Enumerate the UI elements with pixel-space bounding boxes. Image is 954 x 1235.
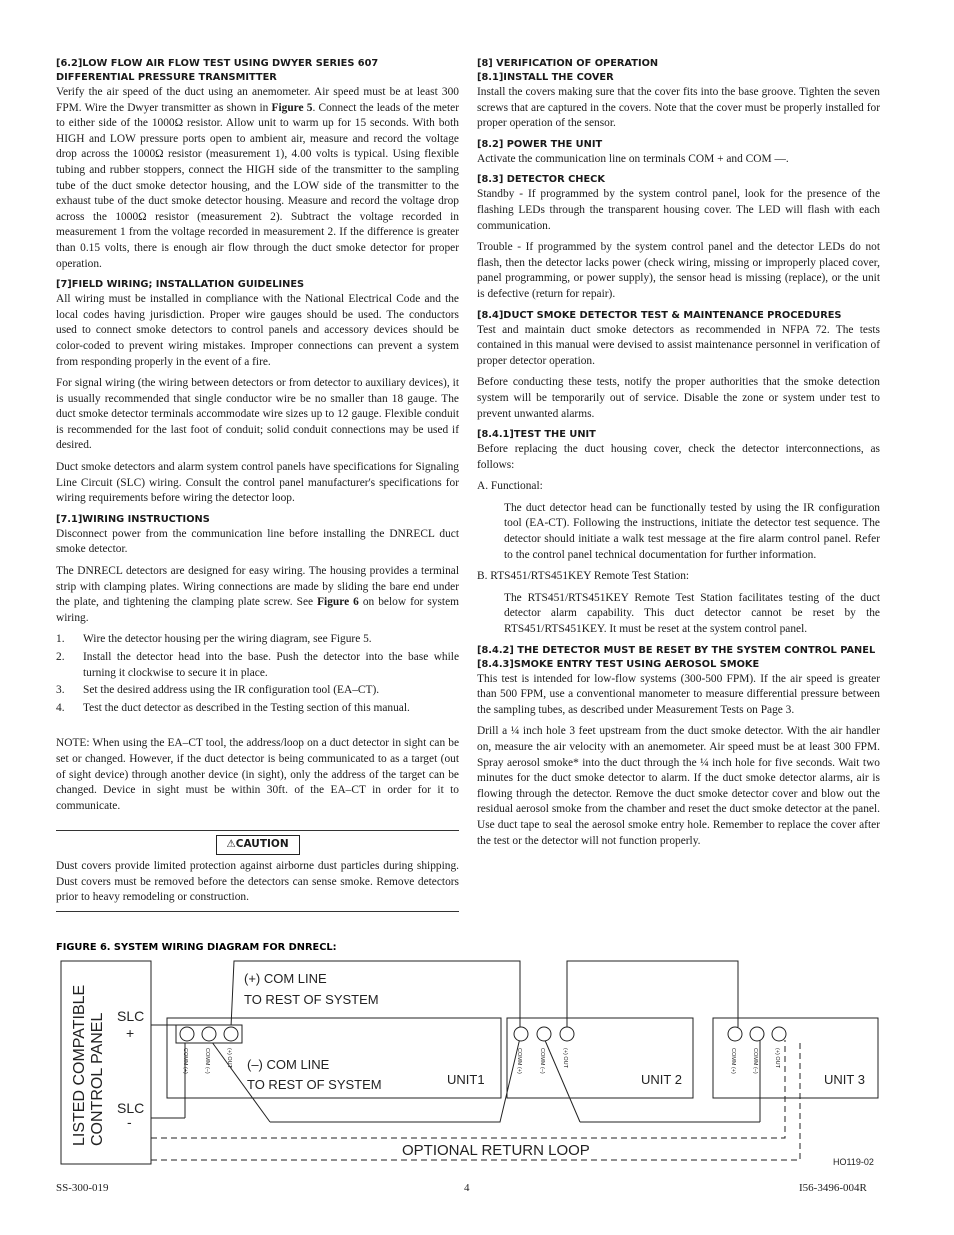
section-7-heading: [7]FIELD WIRING; INSTALLATION GUIDELINES [56,279,305,291]
section-8-4-paragraph-2: Before conducting these tests, notify the proper authorities that the smoke detection system will be temporarily out of service. Disable the zone or system under test to prevent unwanted alarms. [477,376,880,420]
panel-label-line-2: CONTROL PANEL [89,1012,106,1146]
terminal-label: COMM (+) [182,1048,188,1074]
list-item: 4. Test the duct detector as described in the Testing section of this manual. [56,701,410,714]
section-8-4-paragraph-1: Test and maintain duct smoke detectors as recommended in NFPA 72. The tests contained in this manual were devised to assist maintenance personnel in verification of proper detector operation. [477,323,880,367]
section-8-1-heading: [8.1]INSTALL THE COVER [477,72,614,83]
return-loop-label: OPTIONAL RETURN LOOP [402,1142,590,1159]
warning-triangle-icon: ⚠ [226,838,236,851]
terminal-out-3 [772,1027,786,1041]
functional-label: A. Functional: [477,480,543,493]
section-7-1-paragraph-1: Disconnect power from the communication line before installing the DNRECL duct smoke detector. [56,527,459,556]
terminal-label: COMM (–) [539,1048,545,1074]
terminal-comm-plus-3 [728,1027,742,1041]
section-8-4-1-heading: [8.4.1]TEST THE UNIT [477,429,596,441]
slc-minus-label: SLC [117,1100,145,1116]
list-item: 3. Set the desired address using the IR configuration tool (EA–CT). [56,684,380,697]
figure-6-title: FIGURE 6. SYSTEM WIRING DIAGRAM FOR DNRECL: [56,942,337,953]
terminal-label: (+) OUT [226,1048,232,1069]
section-6-2-heading: [6.2]LOW FLOW AIR FLOW TEST USING DWYER SERIES 607 DIFFERENTIAL PRESSURE TRANSMITTER [56,58,379,83]
section-8-4-2-heading: [8.4.2] THE DETECTOR MUST BE RESET BY THE SYSTEM CONTROL PANEL [477,644,876,656]
panel-label-line-1: LISTED COMPATIBLE [71,984,88,1146]
ea-ct-note: NOTE: When using the EA–CT tool, the address/loop on a duct detector in sight can be set or changed. However, if the duct detector is being communicated to as a target (out of sight device) through another device (in sight), only the address of the target can be changed. Device in sight must be within 30ft. of the EA–CT in order for it to communicate. [56,737,459,812]
com-plus-label-2: TO REST OF SYSTEM [244,992,379,1007]
section-8-1-text: Install the covers making sure that the cover fits into the base groove. Tighten the seven screws that are captured in the covers. Note that the cover must be properly installed for proper operation of the sensor. [477,86,880,130]
section-6-2-text: Verify the air speed of the duct using an anemometer. Air speed must be at least 300 FPM. Wire the Dwyer transmitter as shown in Figure 5. Connect the leads of the meter to either side of the 1000Ω resistor. Allow unit to warm up for 15 seconds. With both HIGH and LOW pressure ports open to ambient air, measure and record the voltage drop across the 1000Ω resistor (measurement 1), 4.00 volts is typical. Using flexible tubing and rubber stoppers, connect the HIGH side of the transmitter to the sampling tube of the duct smoke detector housing, and the LOW side of the transmitter to the exhaust tube of the duct smoke detector housing. Measure and record the voltage drop across the 1000Ω resistor (measurement 2). Subtract the voltage recorded in measurement 1 from the voltage recorded in measurement 2. If the difference is greater than 0.15 volts, there is enough air flow through the duct smoke detector for proper operation. [56,86,459,270]
caution-text: Dust covers provide limited protection against airborne dust particles during shipping. Dust covers must be removed before the detectors can sense smoke. Remove detectors prior to heavy remodeling or construction. [56,859,459,904]
unit2-label: UNIT 2 [641,1072,682,1087]
figure-code: HO119-02 [833,1157,874,1167]
com-minus-label-1: (–) COM LINE [247,1057,330,1072]
terminal-out-1 [224,1027,238,1041]
unit3-label: UNIT 3 [824,1072,865,1087]
section-8-3-heading: [8.3] DETECTOR CHECK [477,174,605,186]
section-8-3-standby: Standby - If programmed by the system control panel, look for the presence of the flashing LEDs through the transparent housing cover. The LED will flash with each communication. [477,188,880,232]
terminal-label: COMM (–) [204,1048,210,1074]
caution-badge: ⚠CAUTION [216,835,300,855]
list-item: 2. Install the detector head into the base. Push the detector into the base while turning it clockwise to secure it in place. [56,651,459,679]
terminal-label: COMM (+) [730,1048,736,1074]
terminal-label: (+) OUT [562,1048,568,1069]
section-8-2-heading: [8.2] POWER THE UNIT [477,138,603,150]
section-7-1-paragraph-2: The DNRECL detectors are designed for easy wiring. The housing provides a terminal strip with clamping plates. Wiring connections are made by sliding the bare end under the plate, and tightening the clamping plate screw. See Figure 6 on below for system wiring. [56,565,459,624]
terminal-comm-plus-2 [514,1027,528,1041]
terminal-comm-minus-3 [750,1027,764,1041]
terminal-label: COMM (–) [752,1048,758,1074]
terminal-comm-minus-2 [537,1027,551,1041]
terminal-comm-minus-1 [202,1027,216,1041]
remote-test-text: The RTS451/RTS451KEY Remote Test Station facilitates testing of the duct detector alarm capability. This duct detector cannot be reset by the RTS451/RTS451KEY. It must be reset at the system control panel. [504,591,880,636]
terminal-out-2 [560,1027,574,1041]
footer-page-number: 4 [464,1182,470,1194]
com-plus-label-1: (+) COM LINE [244,971,327,986]
slc-plus-sign: + [126,1025,135,1041]
section-8-heading: [8] VERIFICATION OF OPERATION [477,58,659,69]
footer-doc-number: SS-300-019 [56,1182,109,1194]
section-8-4-1-text: Before replacing the duct housing cover, check the detector interconnections, as follows: [477,443,880,471]
list-item: 1. Wire the detector housing per the wiring diagram, see Figure 5. [56,633,372,646]
footer-part-number: I56-3496-004R [799,1182,867,1194]
unit1-label: UNIT1 [447,1072,485,1087]
section-8-4-3-heading: [8.4.3]SMOKE ENTRY TEST USING AEROSOL SMOKE [477,658,760,670]
section-7-paragraph-2: For signal wiring (the wiring between detectors or from detector to auxiliary devices), it is usually recommended that single conductor wire be no smaller than 18 gauge. The duct smoke detector terminals accommodate wire sizes up to 12 gauge. Flexible conduit is recommended for the last foot of conduit; solid conduit connections may be used if desired. [56,377,459,452]
functional-text: The duct detector head can be functionally tested by using the IR configuration tool (EA-CT). Following the instructions, initiate the detector test sequence. The detector should initiate a walk test message at the fire alarm control panel. Refer to the control panel technical documentation for further information. [504,501,880,561]
com-minus-line [185,1034,186,1118]
unit2-unit3-link [567,961,738,1027]
section-8-4-3-paragraph-1: This test is intended for low-flow systems (300-500 FPM). If the air speed is greater than 500 FPM, use a conventional manometer to measure differential pressure between the sampling tubes, as described under Measurement Tests on Page 3. [477,672,880,716]
terminal-label: COMM (+) [516,1048,522,1074]
slc-minus-sign: - [127,1114,132,1130]
section-8-2-text: Activate the communication line on terminals COM + and COM —. [477,152,789,165]
section-7-paragraph-3: Duct smoke detectors and alarm system control panels have specifications for Signaling Line Circuit (SLC) wiring. Consult the control panel manufacturer's specifications for wiring requirements before wiring the detector loop. [56,461,459,505]
section-8-4-heading: [8.4]DUCT SMOKE DETECTOR TEST & MAINTENANCE PROCEDURES [477,309,842,321]
slc-plus-label: SLC [117,1008,145,1024]
remote-test-label: B. RTS451/RTS451KEY Remote Test Station: [477,570,690,583]
section-7-paragraph-1: All wiring must be installed in compliance with the National Electrical Code and the local codes having jurisdiction. Proper wire gauges should be used. The conductors used to connect smoke detectors to control panels and accessory devices should be color-coded to prevent wiring mistakes. Improper connections can prevent a system from responding properly in the event of a fire. [56,293,459,368]
terminal-comm-plus-1 [180,1027,194,1041]
section-8-4-3-paragraph-2: Drill a ¼ inch hole 3 feet upstream from the duct smoke detector. With the air handler on, measure the air velocity with an anemometer. Air speed must be at least 300 FPM. Spray aerosol smoke* into the duct through the ¼ inch hole for five seconds. Wait two minutes for the duct smoke detector to alarm. If the duct smoke detector alarms, air is flowing through the detector. Remove the duct smoke detector cover and blow out the residual aerosol smoke from the chamber and reset the duct smoke detector at the panel. Use duct tape to seal the aerosol smoke entry hole. Remember to replace the cover after the test or the detector will not function properly. [477,725,880,847]
section-7-1-heading: [7.1]WIRING INSTRUCTIONS [56,513,210,525]
terminal-label: (+) OUT [774,1048,780,1069]
section-8-3-trouble: Trouble - If programmed by the system control panel and the detector LEDs do not flash, then the detector lacks power (check wiring, missing or improperly placed cover, panel programming, or power supply), the sensor head is missing (replace), or the unit is defective (return for repair). [477,241,880,300]
com-minus-label-2: TO REST OF SYSTEM [247,1077,382,1092]
